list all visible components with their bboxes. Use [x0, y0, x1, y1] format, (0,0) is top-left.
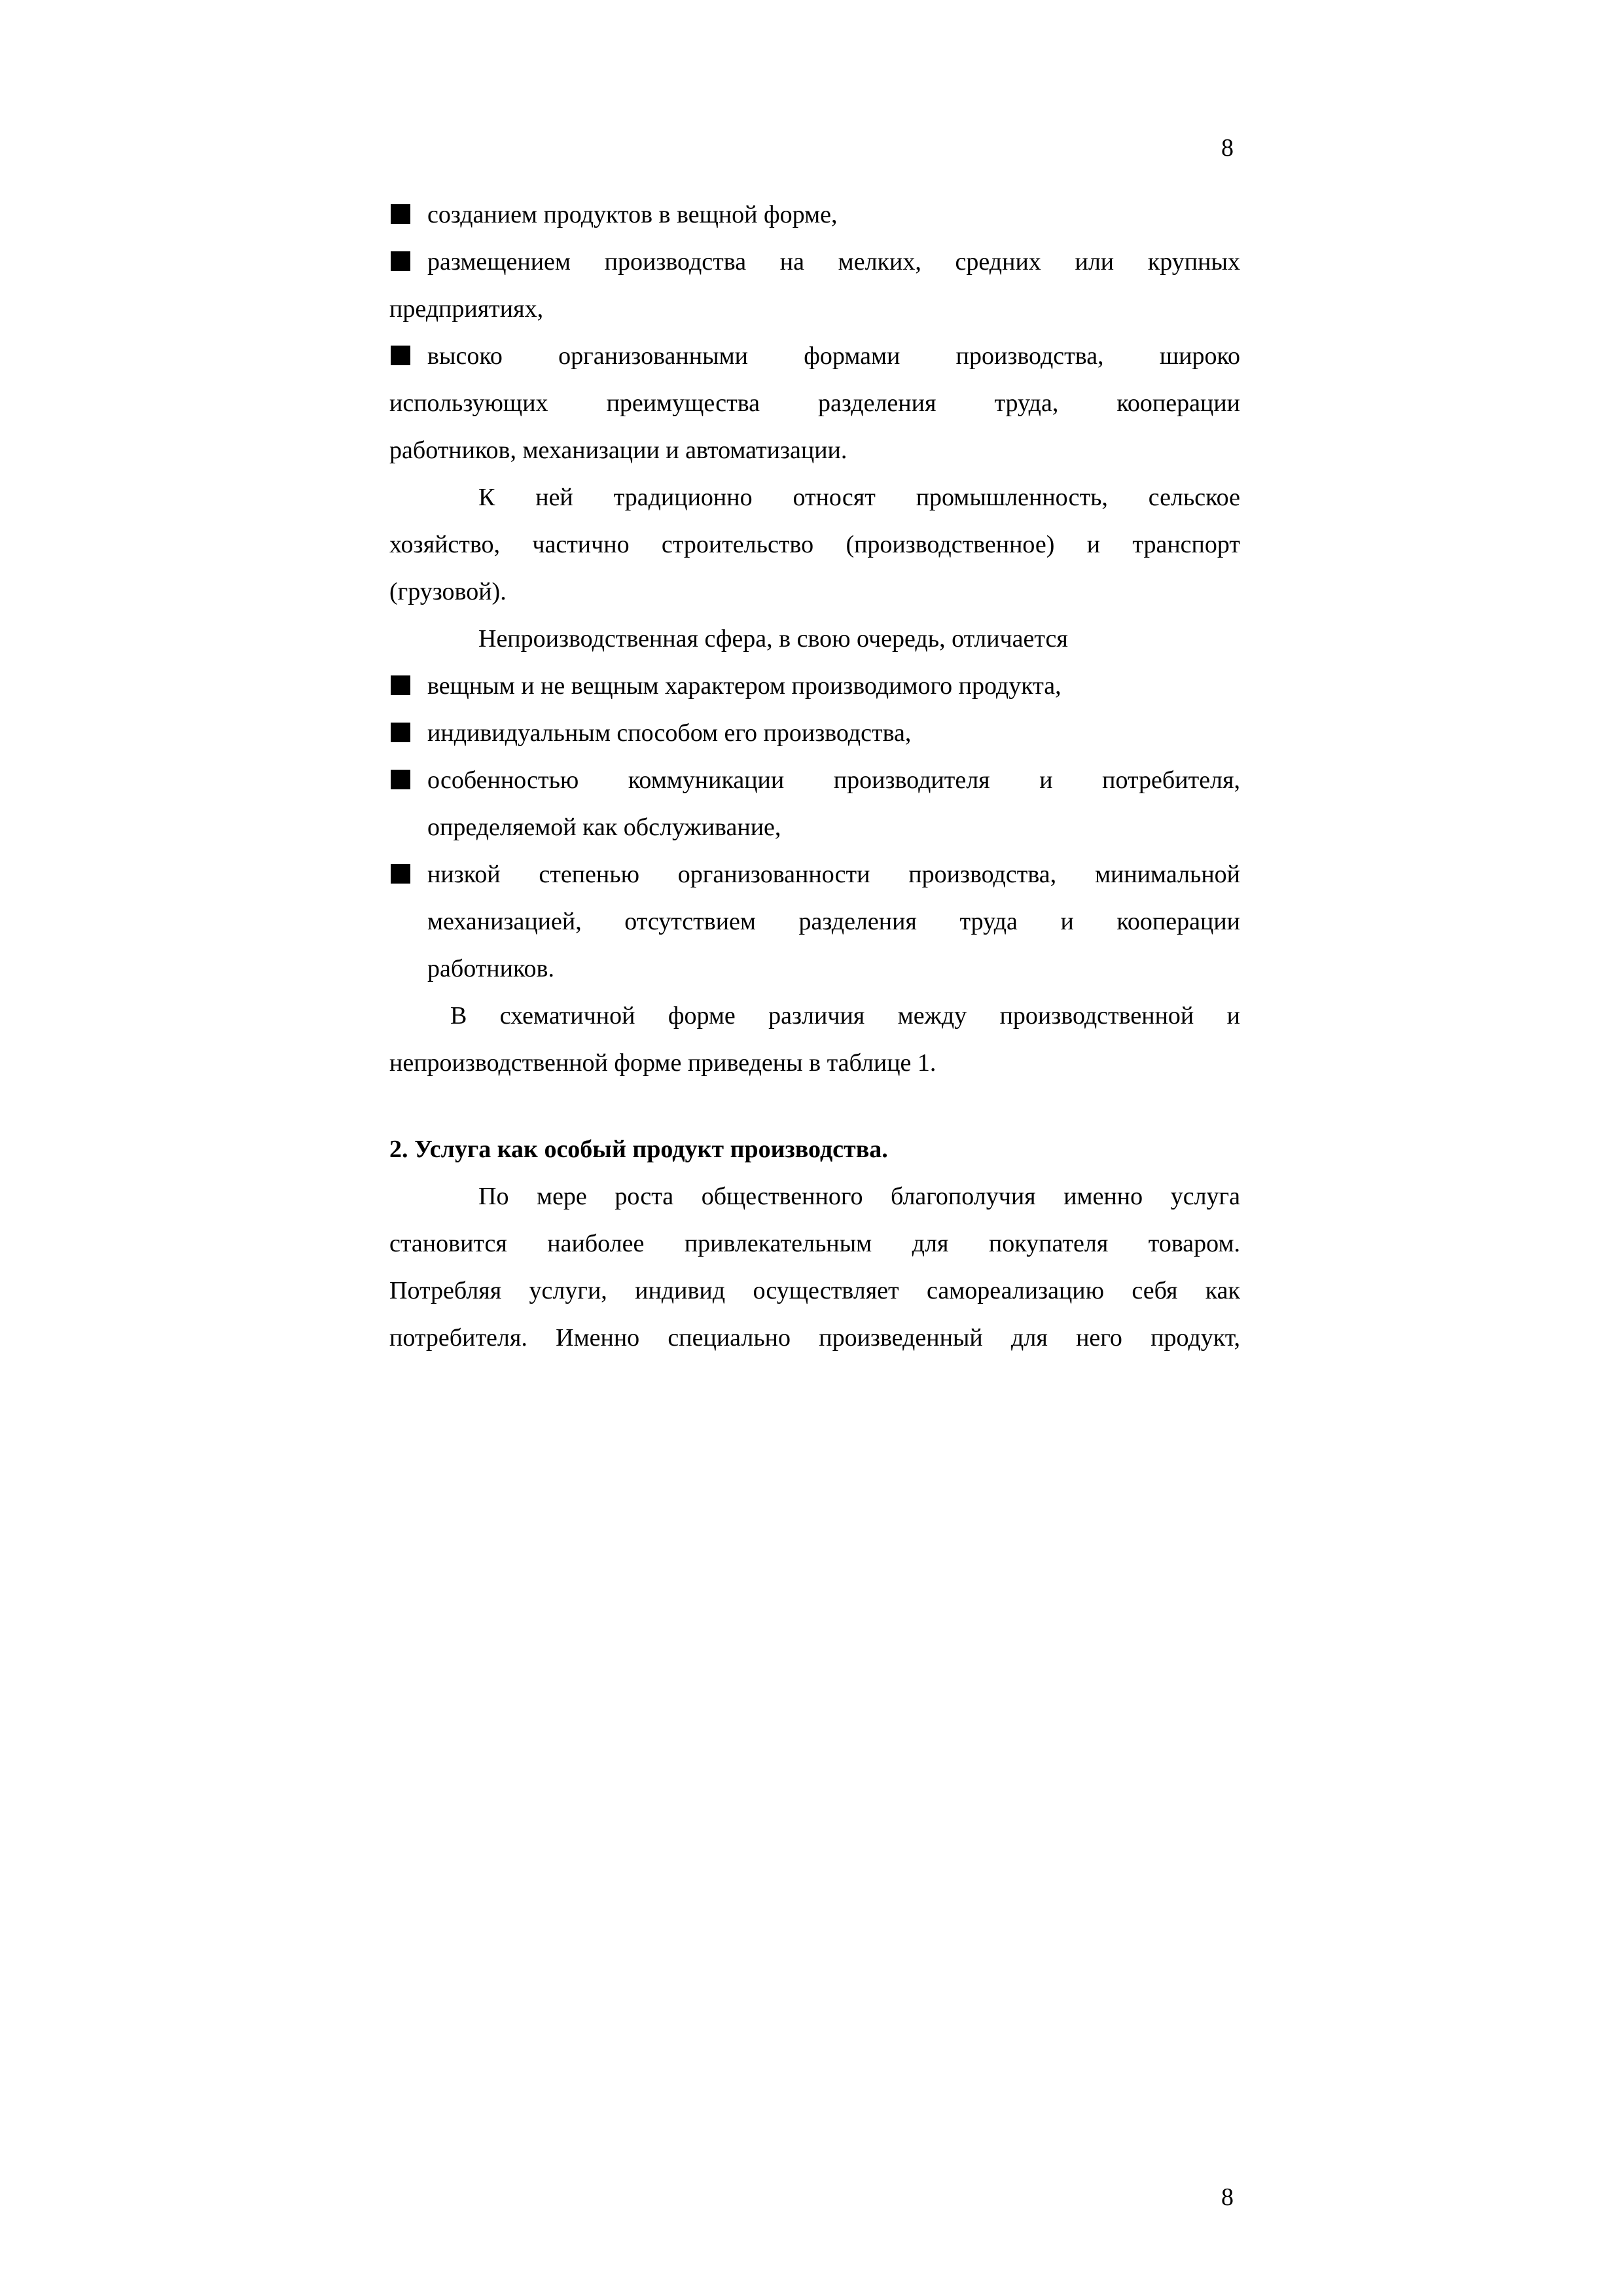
text-line: (грузовой).	[389, 578, 507, 605]
text-line: По мере роста общественного благополучия именно услуга	[478, 1183, 1240, 1210]
page-content	[389, 191, 1240, 1361]
text-line: Непроизводственная сфера, в свою очередь, отличается	[478, 625, 1068, 653]
text-line: созданием продуктов в вещной форме,	[427, 201, 838, 228]
text-line: механизацией, отсутствием разделения труда и кооперации	[427, 908, 1240, 935]
square-bullet-icon	[391, 675, 410, 695]
text-line: индивидуальным способом его производства,	[427, 719, 912, 747]
square-bullet-icon	[391, 251, 410, 271]
text-line: К ней традиционно относят промышленность, сельское	[478, 484, 1240, 511]
text-line: высоко организованными формами производства, широко	[427, 342, 1240, 370]
text-line: предприятиях,	[389, 295, 544, 323]
square-bullet-icon	[391, 346, 410, 365]
text-line: низкой степенью организованности производства, минимальной	[427, 861, 1240, 888]
text-line: работников.	[427, 955, 554, 982]
text-line: непроизводственной форме приведены в таблице 1.	[389, 1049, 936, 1077]
text-line: Потребляя услуги, индивид осуществляет самореализацию себя как	[389, 1277, 1240, 1304]
bullet-item	[389, 757, 1240, 804]
text-line: хозяйство, частично строительство (производственное) и транспорт	[389, 531, 1240, 558]
section-heading: 2. Услуга как особый продукт производства.	[389, 1136, 888, 1163]
text-line: особенностью коммуникации производителя и потребителя,	[427, 766, 1240, 794]
bullet-item	[389, 709, 1240, 757]
text-line: потребителя. Именно специально произведенный для него продукт,	[389, 1324, 1240, 1352]
bullet-item	[389, 191, 1240, 238]
square-bullet-icon	[391, 723, 410, 742]
square-bullet-icon	[391, 864, 410, 884]
bullet-item	[389, 332, 1240, 380]
text-line: становится наиболее привлекательным для покупателя товаром.	[389, 1230, 1240, 1257]
text-line: вещным и не вещным характером производимого продукта,	[427, 672, 1061, 700]
spacer	[389, 1086, 1240, 1126]
bullet-item	[389, 851, 1240, 898]
text-line: В схематичной форме различия между производственной и	[450, 1002, 1240, 1030]
text-line: определяемой как обслуживание,	[427, 814, 781, 841]
text-line: использующих преимущества разделения труда, кооперации	[389, 389, 1240, 417]
square-bullet-icon	[391, 204, 410, 224]
text-line: размещением производства на мелких, средних или крупных	[427, 248, 1240, 276]
page-number-bottom: 8	[1221, 2183, 1234, 2211]
text-line: работников, механизации и автоматизации.	[389, 437, 847, 464]
page-number-top: 8	[1221, 134, 1234, 162]
square-bullet-icon	[391, 770, 410, 789]
bullet-item	[389, 238, 1240, 285]
bullet-item	[389, 662, 1240, 709]
